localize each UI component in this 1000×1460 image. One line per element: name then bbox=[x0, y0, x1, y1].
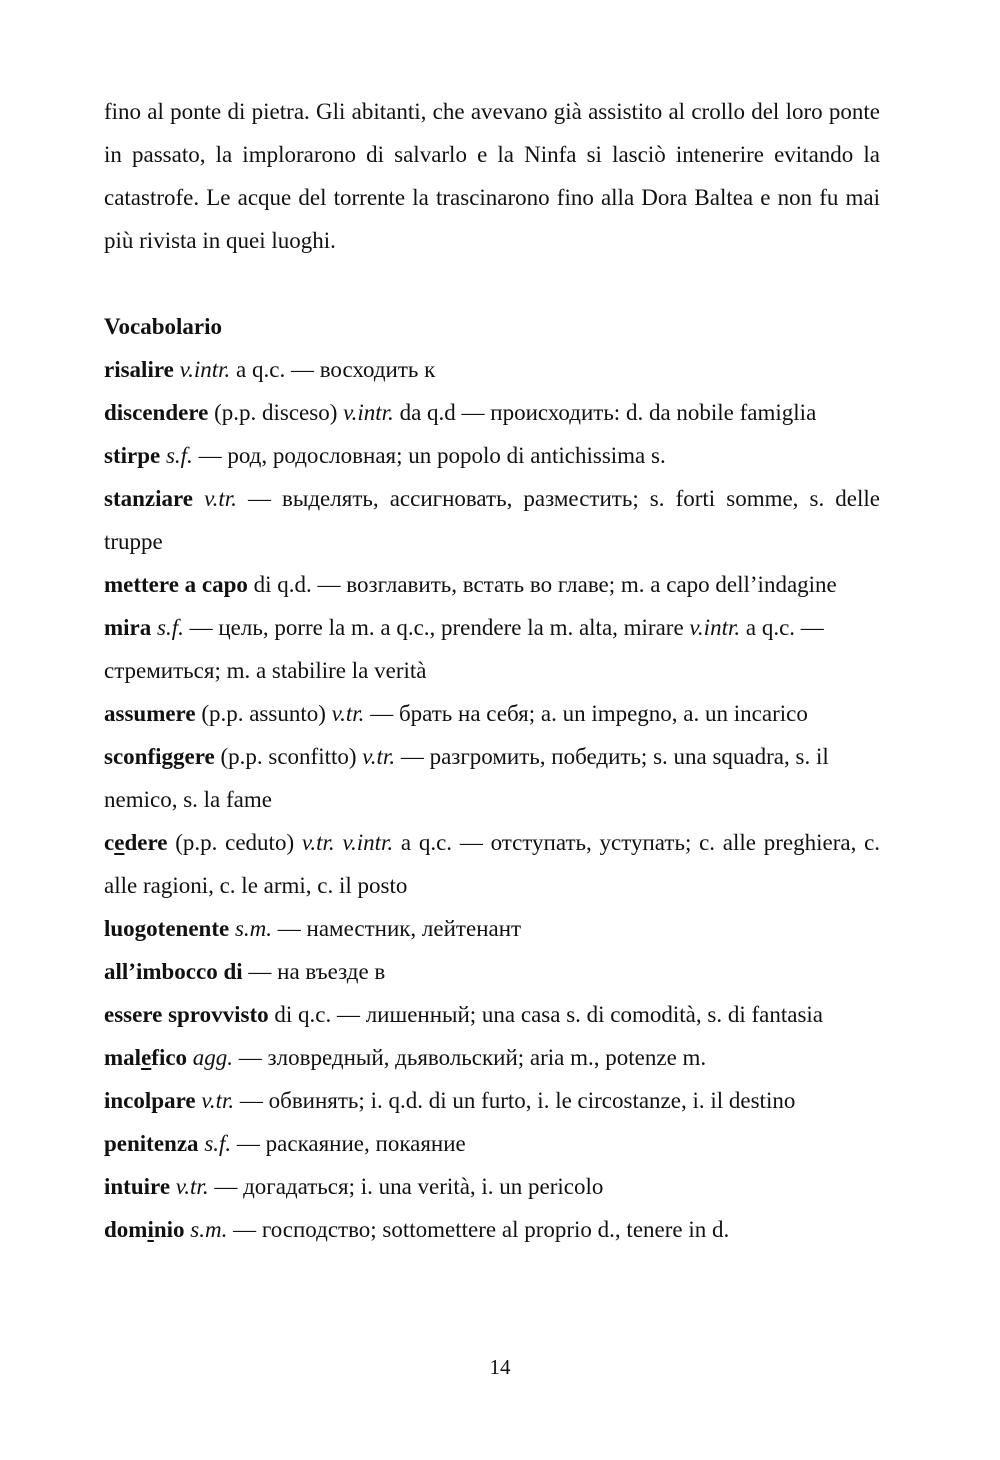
vocab-entry bbox=[104, 563, 880, 606]
grammar-label: s.f. bbox=[165, 443, 193, 468]
grammar-label: v.intr. bbox=[689, 615, 741, 640]
headword: assumere bbox=[104, 701, 196, 726]
definition: — разгромить, победить; s. una squadra, s. il nemico, s. la fame bbox=[104, 744, 829, 812]
headword: sconfiggere bbox=[104, 744, 215, 769]
grammar-label: v.tr. bbox=[204, 486, 237, 511]
vocab-entry bbox=[104, 1165, 880, 1208]
grammar-label: v.intr. bbox=[343, 400, 394, 425]
grammar-label: v.tr. bbox=[201, 1088, 235, 1113]
headword: all’imbocco di bbox=[104, 959, 243, 984]
vocab-entry bbox=[104, 606, 880, 692]
definition: — род, родословная; un popolo di antichissima s. bbox=[198, 443, 666, 468]
headword: incolpare bbox=[104, 1088, 196, 1113]
vocab-entry bbox=[104, 950, 880, 993]
headword-part: dere bbox=[124, 830, 168, 855]
headword-part: dom bbox=[104, 1217, 148, 1242]
definition: — господство; sottomettere al proprio d., tenere in d. bbox=[233, 1217, 730, 1242]
vocab-entry bbox=[104, 692, 880, 735]
definition: — выделять, ассигновать, разместить; s. forti somme, s. delle truppe bbox=[104, 486, 880, 554]
headword: luogotenente bbox=[104, 916, 230, 941]
headword-part: fico bbox=[151, 1045, 188, 1070]
definition: — зловредный, дьявольский; aria m., potenze m. bbox=[238, 1045, 707, 1070]
definition: — цель, porre la m. a q.c., prendere la m. alta, mirare bbox=[189, 615, 684, 640]
vocab-entry bbox=[104, 1122, 880, 1165]
headword: mettere a capo bbox=[104, 572, 248, 597]
headword: stanziare bbox=[104, 486, 194, 511]
headword: intuire bbox=[104, 1174, 171, 1199]
headword: penitenza bbox=[104, 1131, 199, 1156]
definition: — наместник, лейтенант bbox=[277, 916, 522, 941]
definition: — обвинять; i. q.d. di un furto, i. le circostanze, i. il destino bbox=[239, 1088, 796, 1113]
headword: stirpe bbox=[104, 443, 161, 468]
definition: — раскаяние, покаяние bbox=[236, 1131, 466, 1156]
headword-part: nio bbox=[153, 1217, 185, 1242]
vocab-entry bbox=[104, 1208, 880, 1251]
participle: (p.p. ceduto) bbox=[175, 830, 295, 855]
page-content bbox=[104, 90, 880, 1251]
vocab-entry bbox=[104, 735, 880, 821]
grammar-label: v.tr. bbox=[362, 744, 396, 769]
definition: a q.c. — отступать, уступать; c. alle preghiera, c. alle ragioni, c. le armi, c. il posto bbox=[104, 830, 881, 898]
vocab-entry bbox=[104, 1079, 880, 1122]
stress-mark: i bbox=[147, 1217, 154, 1242]
headword bbox=[104, 1045, 187, 1070]
headword: risalire bbox=[104, 357, 174, 382]
grammar-label: v.intr. bbox=[342, 830, 394, 855]
definition: da q.d — происходить: d. da nobile famiglia bbox=[399, 400, 817, 425]
grammar-label: s.f. bbox=[204, 1131, 232, 1156]
definition: — догадаться; i. una verità, i. un pericolo bbox=[214, 1174, 604, 1199]
headword-part: mal bbox=[104, 1045, 142, 1070]
grammar-label: s.m. bbox=[234, 916, 273, 941]
headword-part: c bbox=[104, 830, 115, 855]
headword: essere sprovvisto bbox=[104, 1002, 269, 1027]
participle: (p.p. disceso) bbox=[214, 400, 338, 425]
vocab-entry bbox=[104, 907, 880, 950]
headword bbox=[104, 1217, 185, 1242]
definition: — на въезде в bbox=[248, 959, 386, 984]
stress-mark: e bbox=[114, 830, 125, 855]
headword: mira bbox=[104, 615, 152, 640]
vocab-entry bbox=[104, 821, 880, 907]
grammar-label: v.intr. bbox=[179, 357, 231, 382]
definition: a q.c. — восходить к bbox=[236, 357, 436, 382]
grammar-label: s.f. bbox=[157, 615, 184, 640]
grammar-label: v.tr. bbox=[301, 830, 335, 855]
vocab-entry bbox=[104, 993, 880, 1036]
vocab-entry bbox=[104, 391, 880, 434]
grammar-label: v.tr. bbox=[175, 1174, 209, 1199]
participle: (p.p. assunto) bbox=[201, 701, 326, 726]
vocab-entry bbox=[104, 477, 880, 563]
vocabulary-heading: Vocabolario bbox=[104, 314, 222, 339]
vocab-entry bbox=[104, 348, 880, 391]
grammar-label: s.m. bbox=[190, 1217, 228, 1242]
headword: discendere bbox=[104, 400, 209, 425]
vocab-entry bbox=[104, 1036, 880, 1079]
grammar-label: agg. bbox=[192, 1045, 234, 1070]
definition: di q.c. — лишенный; una casa s. di comodità, s. di fantasia bbox=[274, 1002, 824, 1027]
participle: (p.p. sconfitto) bbox=[220, 744, 357, 769]
grammar-label: v.tr. bbox=[331, 701, 365, 726]
stress-mark: e bbox=[141, 1045, 152, 1070]
headword bbox=[104, 830, 167, 855]
definition: a q.c. — стремиться; m. a stabilire la verità bbox=[104, 615, 824, 683]
definition: — брать на себя; a. un impegno, a. un incarico bbox=[370, 701, 808, 726]
definition: di q.d. — возглавить, встать во главе; m. a capo dell’indagine bbox=[253, 572, 837, 597]
page-number: 14 bbox=[489, 1355, 511, 1379]
intro-paragraph: fino al ponte di pietra. Gli abitanti, che avevano già assistito al crollo del loro ponte in passato, la implorarono di salvarlo e la Ninfa si lasciò intenerire evitando la catastrofe. Le acque del torrente la trascinarono fino alla Dora Baltea e non fu mai più rivista in quei luoghi. bbox=[104, 99, 880, 253]
vocab-entry bbox=[104, 434, 880, 477]
